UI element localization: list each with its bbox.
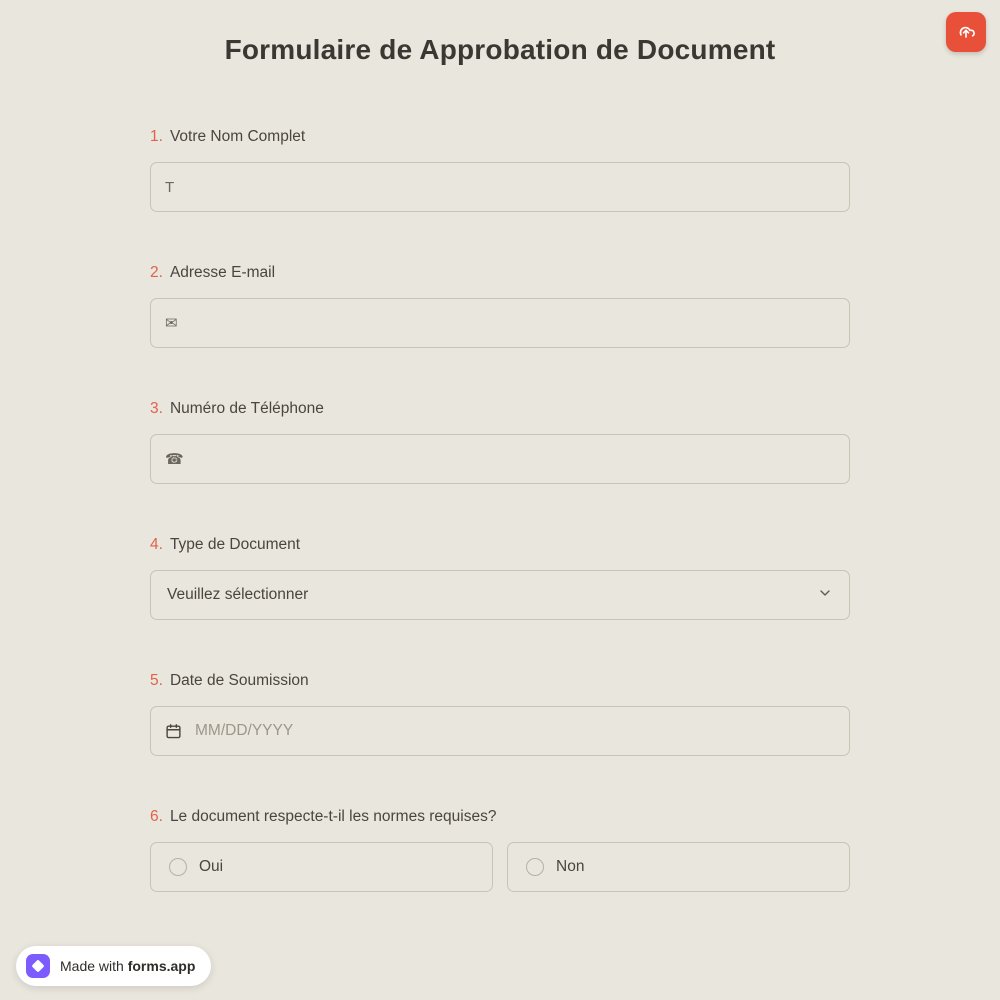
formsapp-logo-icon [25, 953, 51, 979]
field-number: 3. [150, 400, 163, 417]
submission-date-input-wrapper[interactable] [150, 706, 850, 756]
radio-option-oui[interactable] [150, 842, 493, 892]
document-type-select[interactable] [150, 570, 850, 620]
field-label-full-name [150, 128, 850, 146]
field-label-phone [150, 400, 850, 418]
field-label-text: Le document respecte-t-il les normes requises? [169, 808, 497, 825]
submission-date-placeholder[interactable]: MM/DD/YYYY [195, 722, 294, 739]
radio-option-label: Non [556, 858, 585, 875]
badge-text [60, 958, 195, 974]
field-number: 4. [150, 536, 163, 553]
full-name-input-wrapper[interactable] [150, 162, 850, 212]
document-type-selected-value: Veuillez sélectionner [167, 586, 309, 603]
field-label-text: Numéro de Téléphone [169, 400, 324, 417]
text-icon: T [165, 178, 175, 196]
field-label-text: Date de Soumission [169, 672, 309, 689]
envelope-icon: ✉ [165, 315, 178, 332]
field-label-submission-date [150, 672, 850, 690]
full-name-input[interactable] [185, 163, 835, 211]
page-title: Formulaire de Approbation de Document [224, 34, 776, 65]
field-document-type [150, 536, 850, 620]
field-label-text: Adresse E-mail [169, 264, 276, 281]
email-field[interactable] [185, 299, 835, 347]
phone-field[interactable] [185, 435, 835, 483]
phone-icon: ☎ [165, 451, 184, 468]
field-full-name [150, 128, 850, 212]
standards-compliance-options [150, 842, 850, 892]
radio-option-non[interactable] [507, 842, 850, 892]
cloud-upload-icon [956, 22, 976, 42]
phone-input-wrapper[interactable] [150, 434, 850, 484]
field-phone [150, 400, 850, 484]
email-input-wrapper[interactable] [150, 298, 850, 348]
field-label-document-type [150, 536, 850, 554]
form-container [150, 0, 850, 892]
field-number: 2. [150, 264, 163, 281]
field-number: 6. [150, 808, 163, 825]
field-number: 5. [150, 672, 163, 689]
field-label-email [150, 264, 850, 282]
field-email [150, 264, 850, 348]
field-label-standards-compliance [150, 808, 850, 826]
field-number: 1. [150, 128, 163, 145]
field-label-text: Type de Document [169, 536, 301, 553]
field-label-text: Votre Nom Complet [169, 128, 306, 145]
calendar-icon[interactable] [165, 723, 185, 740]
badge-prefix: Made with [60, 958, 128, 974]
radio-option-label: Oui [199, 858, 224, 875]
chevron-down-icon[interactable] [817, 585, 833, 606]
radio-circle-icon[interactable] [169, 858, 187, 876]
field-submission-date [150, 672, 850, 756]
badge-brand: forms.app [127, 958, 196, 974]
field-standards-compliance [150, 808, 850, 892]
made-with-formsapp-badge[interactable] [16, 946, 211, 986]
upload-button[interactable] [946, 12, 986, 52]
radio-circle-icon[interactable] [526, 858, 544, 876]
